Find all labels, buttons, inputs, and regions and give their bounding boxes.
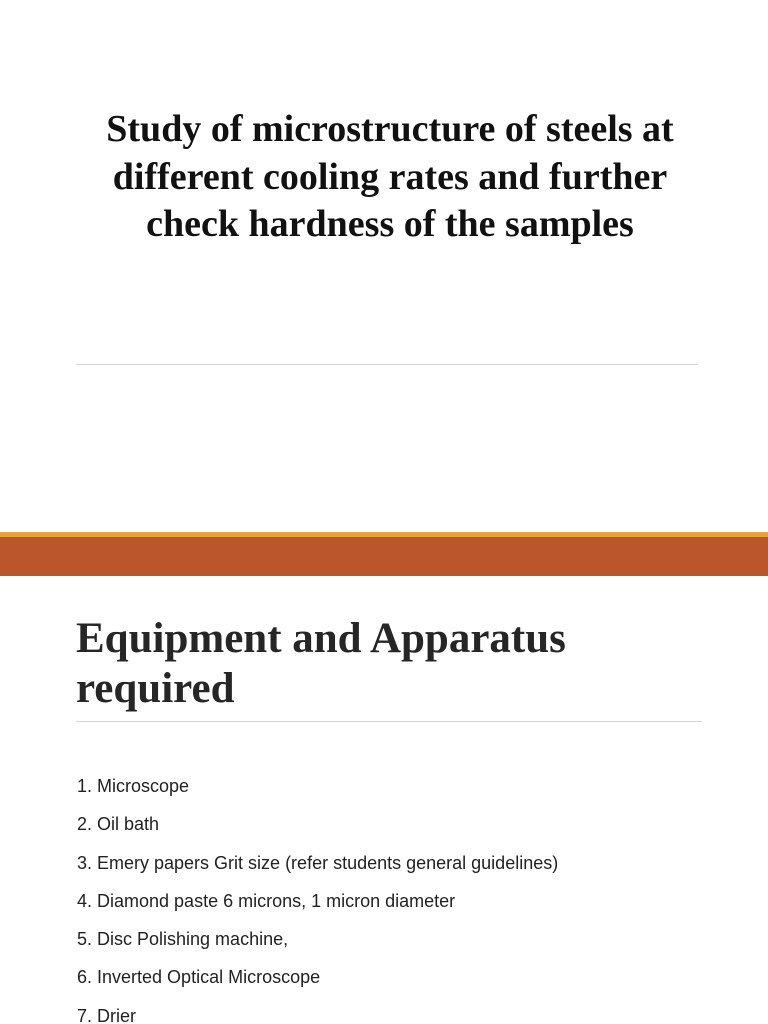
equipment-slide [0,576,768,1024]
equipment-list [77,774,558,1024]
list-item: 1. Microscope [77,776,190,796]
list-item: 5. Disc Polishing machine, [77,929,289,950]
equipment-slide-divider [76,721,702,722]
list-item: 7. Drier [77,1005,137,1024]
slide-separator-band [0,537,768,576]
list-item: 2. Oil bath [77,814,160,835]
equipment-slide-heading: Equipment and Apparatus required [76,615,566,712]
title-slide-divider [76,364,698,365]
list-item: 3. Emery papers Grit size (refer students general guidelines) [77,852,559,873]
list-item: 6. Inverted Optical Microscope [77,967,321,988]
title-slide-heading: Study of microstructure of steels at different cooling rates and further check hardness of the samples [106,108,674,245]
list-item: 4. Diamond paste 6 microns, 1 micron diameter [77,890,456,911]
